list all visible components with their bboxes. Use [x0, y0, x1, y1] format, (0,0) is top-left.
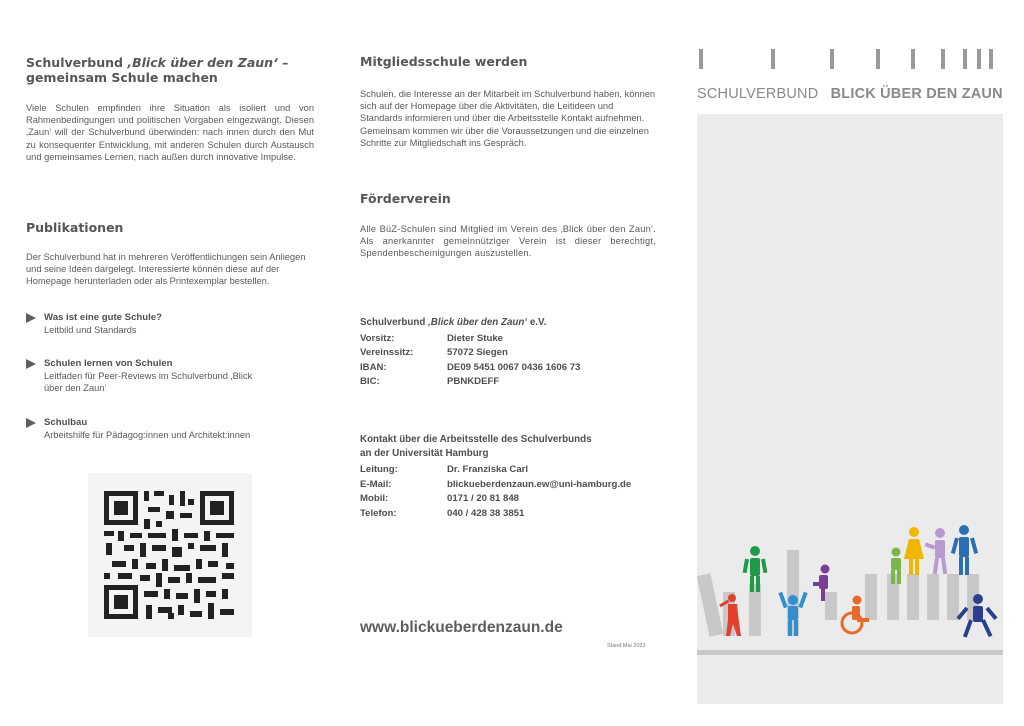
contact-title	[360, 433, 592, 461]
publications-text: Der Schulverbund hat in mehreren Veröffentlichungen sein Anliegen und seine Ideen dargelegt. Interessierte können diese auf der Homepage herunterladen oder als Printexemplar bestellen.	[26, 252, 306, 287]
intro-heading-suffix: –	[277, 55, 289, 70]
row-key: Vorsitz:	[360, 333, 395, 344]
publication-title: Schulen lernen von Schulen	[44, 358, 173, 369]
arrow-right-icon	[26, 359, 36, 369]
foerderverein-heading: Förderverein	[360, 191, 451, 206]
publication-subtitle: Leitfaden für Peer-Reviews im Schulverbund ‚Blick über den Zaun‘	[44, 371, 253, 394]
verein-title-prefix: Schulverbund	[360, 317, 429, 328]
intro-heading-italic: ‚Blick über den Zaun‘	[127, 55, 278, 70]
row-value: PBNKDEFF	[447, 376, 500, 387]
row-value: 040 / 428 38 3851	[447, 508, 525, 519]
row-value: Dr. Franziska Carl	[447, 464, 529, 475]
contact-title-line1: Kontakt über die Arbeitsstelle des Schulverbunds	[360, 434, 592, 445]
row-value: 0171 / 20 81 848	[447, 493, 520, 504]
membership-text: Schulen, die Interesse an der Mitarbeit im Schulverbund haben, können sich auf der Homepage über die Aktivitäten, die Leitideen und Standards informieren und über die Arbeitsstelle Kontakt aufnehmen. Gemeinsam kommen wir über die Voraussetzungen und die einzelnen Schritte zur Mitgliedschaft ins Gespräch.	[360, 89, 656, 148]
cover-panel	[697, 0, 1003, 726]
brand-right: BLICK ÜBER DEN ZAUN	[830, 86, 1003, 102]
verein-title-italic: ‚Blick über den Zaun‘	[428, 317, 528, 328]
intro-heading-line2: gemeinsam Schule machen	[26, 70, 218, 85]
row-value: Dieter Stuke	[447, 333, 503, 344]
row-key: E-Mail:	[360, 479, 392, 490]
arrow-right-icon	[26, 313, 36, 323]
brand-left: SCHULVERBUND	[697, 86, 819, 102]
publication-item[interactable]	[26, 417, 316, 441]
email-link[interactable]: blickueberdenzaun.ew@uni-hamburg.de	[447, 479, 632, 490]
row-value: 57072 Siegen	[447, 347, 508, 358]
foerderverein-text: Alle BüZ-Schulen sind Mitglied im Verein des ‚Blick über den Zaun‘. Als anerkannter gemeinnütziger Verein ist dieser berechtigt, Spendenbescheinigungen auszustellen.	[360, 224, 656, 259]
person-figure-yellow	[904, 527, 924, 575]
intro-heading-prefix: Schulverbund	[26, 55, 128, 70]
person-figure-darkblue	[951, 525, 978, 575]
row-key: Leitung:	[360, 464, 398, 475]
fence-bars-icon	[697, 49, 1003, 71]
row-key: Telefon:	[360, 508, 397, 519]
publication-item[interactable]	[26, 358, 316, 394]
brand-title	[697, 86, 1003, 102]
publication-subtitle: Arbeitshilfe für Pädagog:innen und Architekt:innen	[44, 430, 251, 440]
row-value: DE09 5451 0067 0436 1606 73	[447, 362, 581, 373]
person-figure-red	[719, 594, 741, 636]
stand-date: Stand Mai 2023	[607, 643, 646, 649]
verein-title	[360, 317, 546, 328]
publications-heading: Publikationen	[26, 220, 124, 235]
person-figure-navy	[956, 594, 997, 638]
arrow-right-icon	[26, 418, 36, 428]
publication-item[interactable]	[26, 312, 316, 336]
person-figure-lilac	[925, 528, 948, 574]
contact-title-line2: an der Universität Hamburg	[360, 448, 489, 459]
row-key: Vereinssitz:	[360, 347, 414, 358]
row-key: IBAN:	[360, 362, 387, 373]
wheelchair-figure-orange	[842, 596, 869, 634]
row-key: Mobil:	[360, 493, 389, 504]
publication-title: Schulbau	[44, 417, 88, 428]
qr-code-icon	[88, 473, 252, 637]
qr-code[interactable]	[88, 473, 252, 637]
publication-subtitle: Leitbild und Standards	[44, 325, 137, 335]
intro-heading	[26, 55, 288, 85]
publication-title: Was ist eine gute Schule?	[44, 312, 162, 323]
row-key: BIC:	[360, 376, 380, 387]
website-link[interactable]: www.blickueberdenzaun.de	[360, 619, 563, 636]
intro-text: Viele Schulen empfinden ihre Situation als isoliert und von Rahmenbedingungen und politischen Vorgaben eingezwängt. Diesen ‚Zaun‘ will der Schulverbund überwinden: nach innen durch den Mut zu konsequenter Entwicklung, mit anderen Schulen durch Austausch und gemeinsames Lernen, nach außen durch innovative Impulse.	[26, 103, 314, 162]
membership-heading: Mitgliedsschule werden	[360, 54, 528, 69]
illustration-panel	[697, 114, 1003, 704]
fence-illustration	[697, 114, 1003, 704]
verein-title-suffix: e.V.	[527, 317, 547, 328]
